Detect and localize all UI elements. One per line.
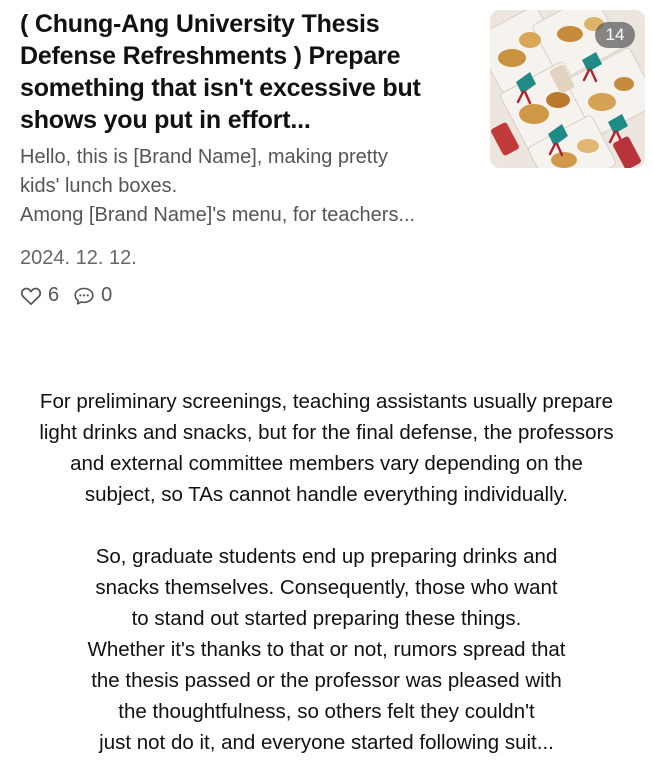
body-text bbox=[30, 386, 623, 758]
body-line: just not do it, and everyone started following suit... bbox=[99, 731, 554, 754]
paragraph-spacer bbox=[30, 510, 623, 541]
body-line: the thoughtfulness, so others felt they couldn't bbox=[118, 700, 535, 723]
body-line: and external committee members vary depending on the bbox=[70, 452, 583, 475]
comment-count-value: 0 bbox=[101, 284, 113, 306]
blog-post-card[interactable] bbox=[0, 0, 653, 330]
body-paragraph-1 bbox=[30, 386, 623, 510]
body-line: Whether it's thanks to that or not, rumors spread that bbox=[87, 638, 566, 661]
post-title-line: something that isn't excessive but bbox=[20, 74, 421, 102]
body-line: So, graduate students end up preparing drinks and bbox=[95, 545, 558, 568]
body-line: light drinks and snacks, but for the final defense, the professors bbox=[39, 421, 614, 444]
post-snippet bbox=[20, 143, 480, 230]
body-line: the thesis passed or the professor was pleased with bbox=[91, 669, 562, 692]
image-count-badge: 14 bbox=[595, 22, 635, 48]
body-line: snacks themselves. Consequently, those who want bbox=[95, 576, 558, 599]
snippet-line: Among [Brand Name]'s menu, for teachers... bbox=[20, 204, 416, 226]
post-date: 2024. 12. 12. bbox=[20, 247, 137, 269]
heart-icon bbox=[20, 286, 42, 306]
snippet-line: kids' lunch boxes. bbox=[20, 175, 178, 197]
post-title-line: Defense Refreshments ) Prepare bbox=[20, 42, 401, 70]
post-title-line: ( Chung-Ang University Thesis bbox=[20, 10, 380, 38]
body-line: For preliminary screenings, teaching assistants usually prepare bbox=[39, 390, 614, 413]
like-count[interactable] bbox=[20, 284, 59, 307]
comment-count[interactable] bbox=[73, 284, 112, 307]
post-thumbnail[interactable] bbox=[490, 10, 645, 168]
post-title[interactable] bbox=[20, 8, 460, 136]
body-line: subject, so TAs cannot handle everything individually. bbox=[84, 483, 569, 506]
body-paragraph-2 bbox=[30, 541, 623, 758]
post-title-line: shows you put in effort... bbox=[20, 106, 311, 134]
snippet-line: Hello, this is [Brand Name], making pretty bbox=[20, 146, 388, 168]
post-stats bbox=[20, 284, 126, 307]
speech-bubble-icon bbox=[73, 286, 95, 306]
body-line: to stand out started preparing these things. bbox=[131, 607, 522, 630]
like-count-value: 6 bbox=[48, 284, 60, 306]
